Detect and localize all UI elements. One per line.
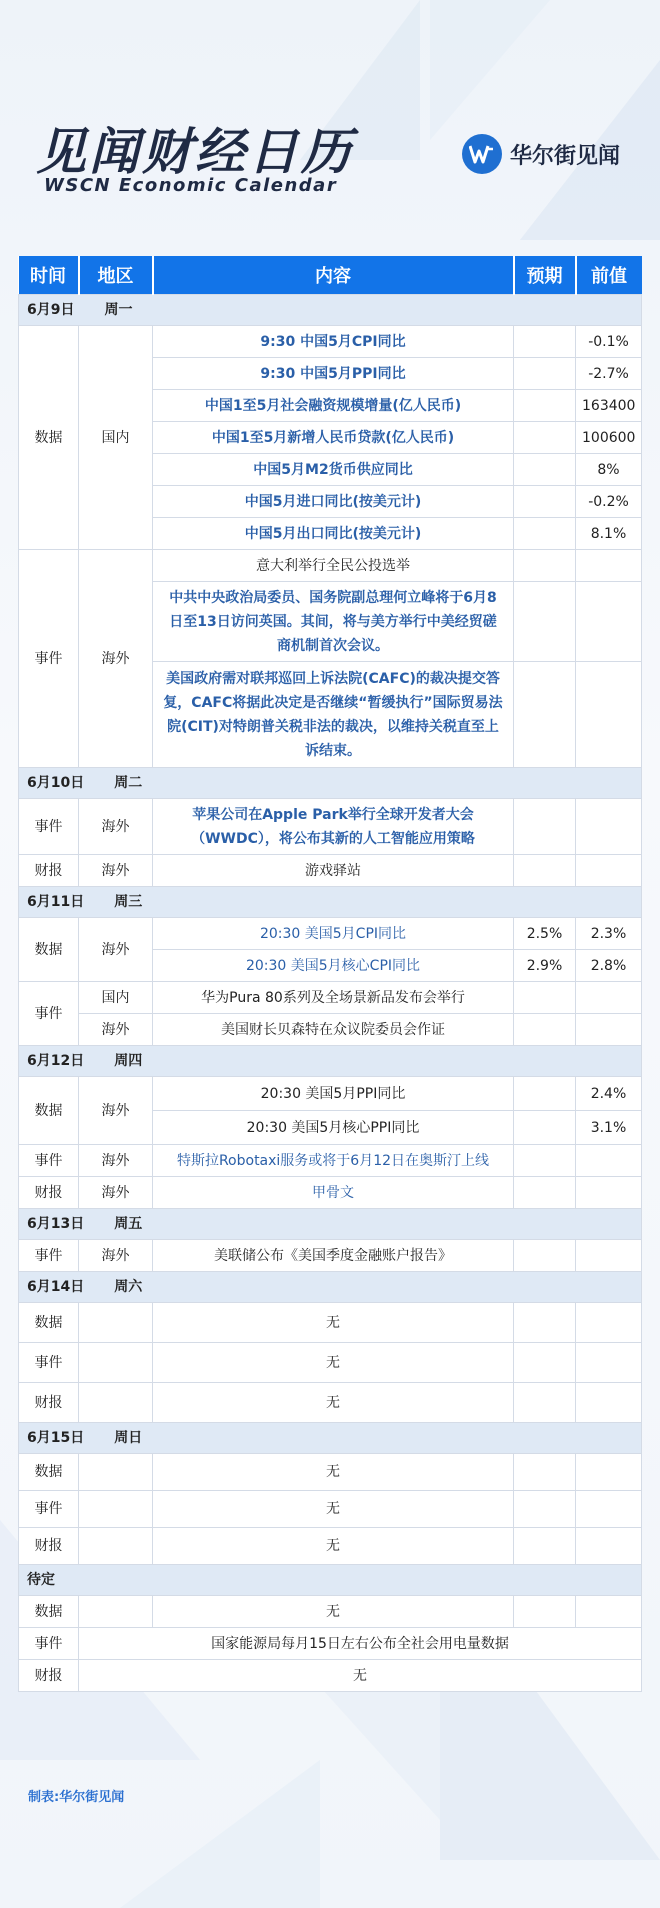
- event-content: 甲骨文: [153, 1177, 514, 1209]
- region-cell: 国内: [79, 982, 153, 1014]
- day-date: 6月14日: [27, 1279, 85, 1295]
- table-row: [19, 855, 642, 887]
- event-content: 美联储公布《美国季度金融账户报告》: [153, 1240, 514, 1272]
- event-content: 国家能源局每月15日左右公布全社会用电量数据: [79, 1628, 642, 1660]
- footer-credit: 制表:华尔街见闻: [28, 1790, 125, 1805]
- table-row: [19, 1014, 642, 1046]
- region-cell: 海外: [79, 1240, 153, 1272]
- day-row: [19, 1046, 642, 1077]
- previous-value: [576, 982, 642, 1014]
- table-row: [19, 326, 642, 358]
- col-content: 内容: [153, 256, 514, 295]
- expected-value: [514, 1077, 576, 1111]
- table-row: [19, 550, 642, 582]
- event-content: 20:30 美国5月核心CPI同比: [153, 950, 514, 982]
- event-content: 20:30 美国5月PPI同比: [153, 1077, 514, 1111]
- region-cell: [79, 1343, 153, 1383]
- region-cell: [79, 1528, 153, 1565]
- category-cell: 财报: [19, 1528, 79, 1565]
- day-row: [19, 887, 642, 918]
- day-weekday: 周四: [114, 1053, 143, 1069]
- logo-text: 华尔街见闻: [510, 143, 621, 169]
- event-content: 无: [153, 1343, 514, 1383]
- region-cell: 海外: [79, 550, 153, 768]
- event-content: 无: [153, 1454, 514, 1491]
- previous-value: [576, 1383, 642, 1423]
- expected-value: [514, 1177, 576, 1209]
- logo-icon: [462, 134, 502, 174]
- table-row: [19, 1240, 642, 1272]
- table-row: [19, 1628, 642, 1660]
- day-date: 6月10日: [27, 775, 85, 791]
- previous-value: 3.1%: [576, 1111, 642, 1145]
- category-cell: 数据: [19, 1596, 79, 1628]
- previous-value: [576, 1596, 642, 1628]
- table-row: [19, 1177, 642, 1209]
- category-cell: 事件: [19, 1240, 79, 1272]
- event-content: 无: [153, 1528, 514, 1565]
- day-weekday: 周一: [104, 302, 133, 318]
- event-content: 游戏驿站: [153, 855, 514, 887]
- day-row: [19, 1565, 642, 1596]
- category-cell: 事件: [19, 1628, 79, 1660]
- expected-value: [514, 486, 576, 518]
- expected-value: [514, 1454, 576, 1491]
- calendar-table: [18, 256, 642, 1692]
- category-cell: 数据: [19, 918, 79, 982]
- day-weekday: 周五: [114, 1216, 143, 1232]
- expected-value: [514, 855, 576, 887]
- region-cell: [79, 1491, 153, 1528]
- expected-value: [514, 1596, 576, 1628]
- region-cell: [79, 1303, 153, 1343]
- previous-value: 8.1%: [576, 518, 642, 550]
- day-date: 6月12日: [27, 1053, 85, 1069]
- day-date: 6月13日: [27, 1216, 85, 1232]
- day-row: [19, 295, 642, 326]
- previous-value: [576, 1240, 642, 1272]
- previous-value: -0.2%: [576, 486, 642, 518]
- category-cell: 数据: [19, 1077, 79, 1145]
- previous-value: [576, 1343, 642, 1383]
- event-content: 中国1至5月新增人民币贷款(亿人民币): [153, 422, 514, 454]
- category-cell: 财报: [19, 1177, 79, 1209]
- previous-value: [576, 1528, 642, 1565]
- table-row: [19, 1303, 642, 1343]
- col-expected: 预期: [514, 256, 576, 295]
- previous-value: [576, 582, 642, 662]
- expected-value: [514, 422, 576, 454]
- day-row: [19, 1209, 642, 1240]
- table-row: [19, 1454, 642, 1491]
- expected-value: [514, 550, 576, 582]
- previous-value: [576, 1303, 642, 1343]
- header: [0, 0, 660, 250]
- day-row: [19, 1272, 642, 1303]
- brand-logo: [462, 134, 620, 174]
- event-content: 特斯拉Robotaxi服务或将于6月12日在奥斯汀上线: [153, 1145, 514, 1177]
- category-cell: 事件: [19, 982, 79, 1046]
- category-cell: 财报: [19, 1660, 79, 1692]
- expected-value: [514, 1343, 576, 1383]
- previous-value: [576, 1491, 642, 1528]
- expected-value: 2.5%: [514, 918, 576, 950]
- event-content: 20:30 美国5月CPI同比: [153, 918, 514, 950]
- table-row: [19, 1343, 642, 1383]
- table-row: [19, 918, 642, 950]
- col-region: 地区: [79, 256, 153, 295]
- event-content: 美国财长贝森特在众议院委员会作证: [153, 1014, 514, 1046]
- day-row: [19, 768, 642, 799]
- category-cell: 事件: [19, 1491, 79, 1528]
- event-content: 无: [153, 1491, 514, 1528]
- expected-value: [514, 799, 576, 855]
- category-cell: 事件: [19, 1343, 79, 1383]
- day-date: 待定: [27, 1572, 55, 1588]
- region-cell: 海外: [79, 799, 153, 855]
- event-content: 中国5月出口同比(按美元计): [153, 518, 514, 550]
- event-content: 无: [153, 1303, 514, 1343]
- event-content: 20:30 美国5月核心PPI同比: [153, 1111, 514, 1145]
- previous-value: 100600: [576, 422, 642, 454]
- col-previous: 前值: [576, 256, 642, 295]
- event-content: 无: [153, 1383, 514, 1423]
- previous-value: 2.8%: [576, 950, 642, 982]
- expected-value: 2.9%: [514, 950, 576, 982]
- category-cell: 数据: [19, 1303, 79, 1343]
- expected-value: [514, 390, 576, 422]
- event-content: 意大利举行全民公投选举: [153, 550, 514, 582]
- previous-value: 2.3%: [576, 918, 642, 950]
- region-cell: 海外: [79, 918, 153, 982]
- day-weekday: 周三: [114, 894, 143, 910]
- event-content: 华为Pura 80系列及全场景新品发布会举行: [153, 982, 514, 1014]
- region-cell: 海外: [79, 1014, 153, 1046]
- table-row: [19, 1383, 642, 1423]
- event-content: 9:30 中国5月CPI同比: [153, 326, 514, 358]
- category-cell: 数据: [19, 1454, 79, 1491]
- expected-value: [514, 1491, 576, 1528]
- previous-value: [576, 1014, 642, 1046]
- previous-value: -2.7%: [576, 358, 642, 390]
- previous-value: -0.1%: [576, 326, 642, 358]
- previous-value: [576, 550, 642, 582]
- day-date: 6月15日: [27, 1430, 85, 1446]
- expected-value: [514, 518, 576, 550]
- expected-value: [514, 1240, 576, 1272]
- category-cell: 事件: [19, 1145, 79, 1177]
- day-date: 6月11日: [27, 894, 85, 910]
- table-row: [19, 1491, 642, 1528]
- expected-value: [514, 326, 576, 358]
- event-content: 美国政府需对联邦巡回上诉法院(CAFC)的裁决提交答复，CAFC将据此决定是否继续“暂缓执行”国际贸易法院(CIT)对特朗普关税非法的裁决，以维持关税直至上诉结束。: [153, 662, 514, 768]
- region-cell: 海外: [79, 1177, 153, 1209]
- category-cell: 事件: [19, 799, 79, 855]
- event-content: 无: [153, 1596, 514, 1628]
- page-title: 见闻财经日历: [36, 123, 354, 181]
- table-row: [19, 1145, 642, 1177]
- region-cell: [79, 1454, 153, 1491]
- expected-value: [514, 662, 576, 768]
- region-cell: 海外: [79, 1077, 153, 1145]
- table-header: [19, 256, 642, 295]
- event-content: 中国5月进口同比(按美元计): [153, 486, 514, 518]
- previous-value: [576, 1177, 642, 1209]
- expected-value: [514, 982, 576, 1014]
- expected-value: [514, 1145, 576, 1177]
- previous-value: 8%: [576, 454, 642, 486]
- previous-value: [576, 1454, 642, 1491]
- day-weekday: 周二: [114, 775, 143, 791]
- region-cell: [79, 1383, 153, 1423]
- event-content: 9:30 中国5月PPI同比: [153, 358, 514, 390]
- category-cell: 事件: [19, 550, 79, 768]
- expected-value: [514, 1014, 576, 1046]
- previous-value: 163400: [576, 390, 642, 422]
- event-content: 中共中央政治局委员、国务院副总理何立峰将于6月8日至13日访问英国。其间，将与美方举行中美经贸磋商机制首次会议。: [153, 582, 514, 662]
- category-cell: 数据: [19, 326, 79, 550]
- expected-value: [514, 1111, 576, 1145]
- event-content: 中国5月M2货币供应同比: [153, 454, 514, 486]
- expected-value: [514, 1383, 576, 1423]
- table-row: [19, 1528, 642, 1565]
- region-cell: 国内: [79, 326, 153, 550]
- event-content: 苹果公司在Apple Park举行全球开发者大会（WWDC），将公布其新的人工智能应用策略: [153, 799, 514, 855]
- expected-value: [514, 454, 576, 486]
- region-cell: 海外: [79, 855, 153, 887]
- day-row: [19, 1423, 642, 1454]
- col-time: 时间: [19, 256, 79, 295]
- category-cell: 财报: [19, 1383, 79, 1423]
- previous-value: 2.4%: [576, 1077, 642, 1111]
- day-weekday: 周日: [114, 1430, 143, 1446]
- previous-value: [576, 799, 642, 855]
- page-subtitle: WSCN Economic Calendar: [44, 175, 338, 196]
- expected-value: [514, 582, 576, 662]
- expected-value: [514, 1303, 576, 1343]
- table-row: [19, 1660, 642, 1692]
- previous-value: [576, 855, 642, 887]
- region-cell: [79, 1596, 153, 1628]
- region-cell: 海外: [79, 1145, 153, 1177]
- day-weekday: 周六: [114, 1279, 143, 1295]
- table-row: [19, 982, 642, 1014]
- previous-value: [576, 1145, 642, 1177]
- table-row: [19, 1596, 642, 1628]
- day-date: 6月9日: [27, 302, 75, 318]
- event-content: 无: [79, 1660, 642, 1692]
- previous-value: [576, 662, 642, 768]
- expected-value: [514, 1528, 576, 1565]
- expected-value: [514, 358, 576, 390]
- table-row: [19, 1077, 642, 1111]
- category-cell: 财报: [19, 855, 79, 887]
- event-content: 中国1至5月社会融资规模增量(亿人民币): [153, 390, 514, 422]
- table-row: [19, 799, 642, 855]
